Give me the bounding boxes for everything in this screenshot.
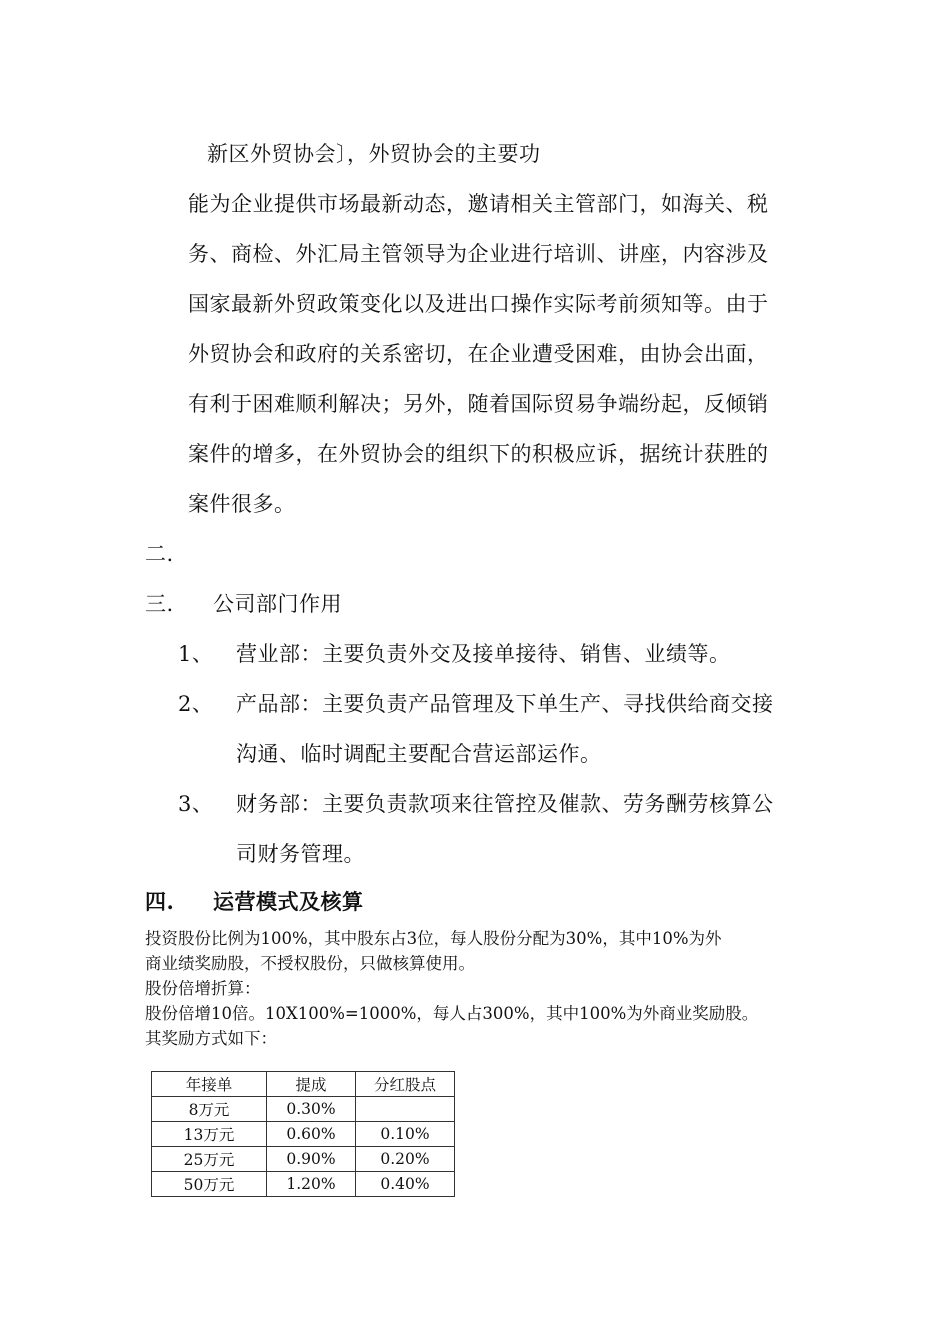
body-text-line: 投资股份比例为100%，其中股东占3位，每人股份分配为30%，其中10%为外 (145, 929, 722, 948)
column-header: 提成 (267, 1072, 356, 1097)
table-cell: 13万元 (152, 1122, 267, 1147)
table-cell (356, 1097, 455, 1122)
list-item-text: 产品部：主要负责产品管理及下单生产、寻找供给商交接 (236, 692, 774, 716)
list-item-text: 营业部：主要负责外交及接单接待、销售、业绩等。 (236, 642, 731, 666)
table-cell: 8万元 (152, 1097, 267, 1122)
table-row (152, 1147, 455, 1172)
table-row (152, 1097, 455, 1122)
paragraph-line: 有利于困难顺利解决；另外，随着国际贸易争端纷起，反倾销 (188, 392, 769, 416)
body-text-line: 股份倍增10倍。10X100%=1000%，每人占300%，其中100%为外商业奖励股。 (145, 1004, 759, 1023)
table-cell: 1.20% (267, 1172, 356, 1197)
table-cell: 0.10% (356, 1122, 455, 1147)
paragraph-line: 国家最新外贸政策变化以及进出口操作实际考前须知等。由于 (188, 292, 769, 316)
paragraph-line: 能为企业提供市场最新动态，邀请相关主管部门，如海关、税 (188, 192, 769, 216)
table-cell: 0.40% (356, 1172, 455, 1197)
column-header: 年接单 (152, 1072, 267, 1097)
body-text-line: 商业绩奖励股，不授权股份，只做核算使用。 (145, 954, 475, 973)
list-item-number: 3、 (178, 792, 214, 816)
section-4-number: 四. (145, 889, 175, 914)
list-item-continuation: 沟通、临时调配主要配合营运部运作。 (236, 742, 602, 766)
paragraph-line: 外贸协会和政府的关系密切，在企业遭受困难，由协会出面， (188, 342, 769, 366)
section-3-number: 三. (145, 592, 174, 616)
body-text-line: 其奖励方式如下： (145, 1029, 277, 1048)
paragraph-line: 务、商检、外汇局主管领导为企业进行培训、讲座，内容涉及 (188, 242, 769, 266)
list-item-number: 1、 (178, 642, 214, 666)
paragraph-line: 新区外贸协会〕，外贸协会的主要功 (207, 142, 541, 166)
list-item-text: 财务部：主要负责款项来往管控及催款、劳务酬劳核算公 (236, 792, 774, 816)
section-2-number: 二. (145, 542, 174, 566)
list-item-number: 2、 (178, 692, 214, 716)
section-3-title: 公司部门作用 (213, 592, 342, 616)
table-header-row (152, 1072, 455, 1097)
paragraph-line: 案件很多。 (188, 492, 296, 516)
table-cell: 50万元 (152, 1172, 267, 1197)
table-cell: 0.90% (267, 1147, 356, 1172)
table-cell: 0.20% (356, 1147, 455, 1172)
table-cell: 25万元 (152, 1147, 267, 1172)
table-cell: 0.30% (267, 1097, 356, 1122)
column-header: 分红股点 (356, 1072, 455, 1097)
list-item-continuation: 司财务管理。 (236, 842, 365, 866)
table-cell: 0.60% (267, 1122, 356, 1147)
table-row (152, 1172, 455, 1197)
body-text-line: 股份倍增折算： (145, 979, 261, 998)
table-row (152, 1122, 455, 1147)
reward-table (151, 1071, 455, 1197)
paragraph-line: 案件的增多，在外贸协会的组织下的积极应诉，据统计获胜的 (188, 442, 769, 466)
section-4-title: 运营模式及核算 (213, 889, 364, 914)
